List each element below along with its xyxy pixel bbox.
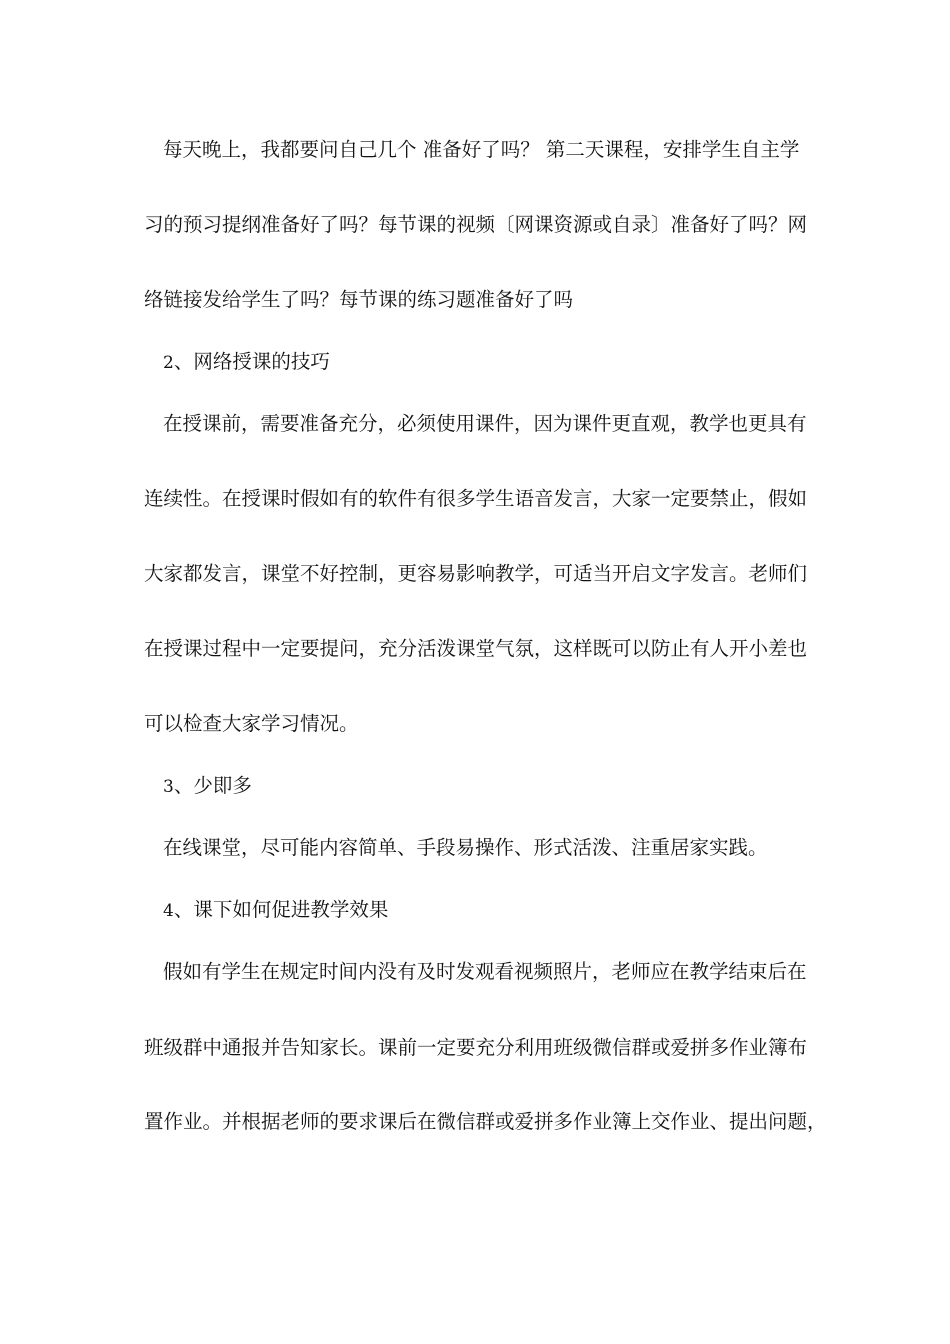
heading-3-text: 、少即多 (173, 774, 252, 797)
paragraph-4-line-1: 假如有学生在规定时间内没有及时发观看视频照片，老师应在教学结束后在 (163, 960, 807, 983)
heading-4-number: 4 (163, 901, 174, 921)
heading-4 (163, 898, 823, 923)
heading-4-text: 、课下如何促进教学效果 (173, 898, 389, 921)
paragraph-1-line-3: 络链接发给学生了吗？每节课的练习题准备好了吗 (144, 288, 574, 311)
heading-2-text: 、网络授课的技巧 (173, 350, 330, 373)
paragraph-2-line-3: 大家都发言，课堂不好控制，更容易影响教学，可适当开启文字发言。老师们 (144, 562, 808, 585)
paragraph-2-line-5: 可以检查大家学习情况。 (144, 712, 359, 735)
paragraph-3-line-1: 在线课堂，尽可能内容简单、手段易操作、形式活泼、注重居家实践。 (163, 836, 768, 859)
heading-2-number: 2 (163, 353, 174, 373)
heading-3 (163, 774, 823, 799)
paragraph-4-line-2: 班级群中通报并告知家长。课前一定要充分利用班级微信群或爱拼多作业簿布 (144, 1036, 808, 1059)
paragraph-2-line-1: 在授课前，需要准备充分，必须使用课件，因为课件更直观，教学也更具有 (163, 412, 807, 435)
paragraph-1-line-2: 习的预习提纲准备好了吗？每节课的视频〔网课资源或自录〕准备好了吗？网 (144, 213, 808, 236)
heading-2 (163, 350, 823, 375)
paragraph-2-line-2: 连续性。在授课时假如有的软件有很多学生语音发言，大家一定要禁止，假如 (144, 487, 808, 510)
heading-3-number: 3 (163, 777, 174, 797)
paragraph-2-line-4: 在授课过程中一定要提问，充分活泼课堂气氛，这样既可以防止有人开小差也 (144, 637, 808, 660)
paragraph-4-line-3: 置作业。并根据老师的要求课后在微信群或爱拼多作业簿上交作业、提出问题， (144, 1110, 827, 1133)
paragraph-1-line-1: 每天晚上，我都要问自己几个 准备好了吗？ 第二天课程，安排学生自主学 (163, 138, 800, 161)
